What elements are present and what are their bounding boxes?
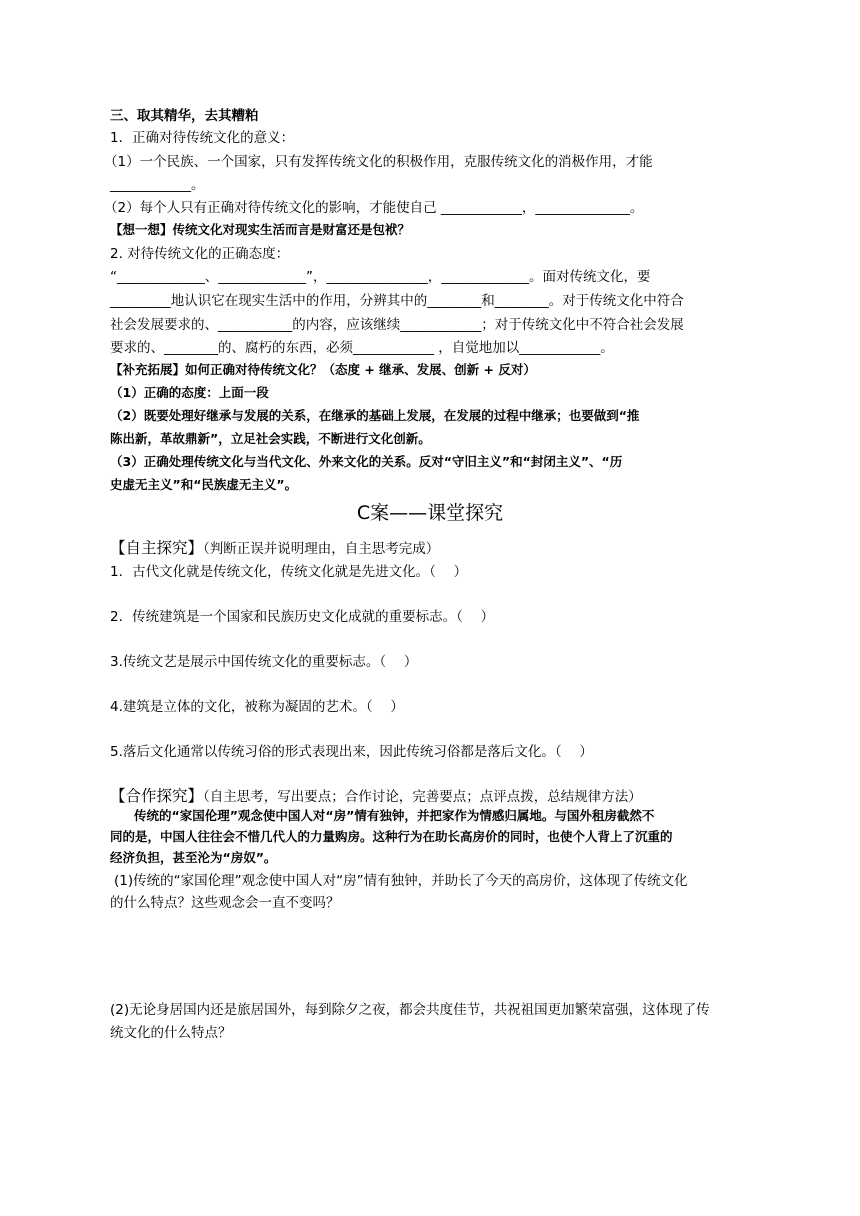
question-2-line-3: 社会发展要求的、___________的内容，应该继续____________；对于传统文化中不符合社会发展 [110, 317, 684, 333]
judgement-item-5: 5.落后文化通常以传统习俗的形式表现出来，因此传统习俗都是落后文化。（ ） [110, 744, 593, 760]
section-heading: 三、取其精华，去其糟粕 [110, 108, 259, 124]
extension-point-2-line-b: 陈出新，革故鼎新”，立足社会实践，不断进行文化创新。 [110, 431, 431, 446]
passage-line-3: 经济负担，甚至沦为“房奴”。 [110, 850, 277, 865]
question-2-line-4: 要求的、________的、腐朽的东西，必须____________ ，自觉地加以____________。 [110, 340, 614, 356]
cooperative-question-1-line-b: 的什么特点？这些观念会一直不变吗？ [110, 895, 340, 911]
judgement-item-2: 2．传统建筑是一个国家和民族历史文化成就的重要标志。（ ） [110, 609, 495, 625]
question-2-line-1: “_____________、_____________”，_______________，_____________。面对传统文化，要 [110, 269, 651, 285]
cooperative-question-1-line-a: (1)传统的“家国伦理”观念使中国人对“房”情有独钟，并助长了今天的高房价，这体现了传统文化 [114, 873, 688, 889]
think-prompt: 【想一想】传统文化对现实生活而言是财富还是包袱？ [110, 222, 411, 237]
question-2-line-2: _________地认识它在现实生活中的作用，分辨其中的________和________。对于传统文化中符合 [110, 293, 684, 309]
passage-line-2: 同的是，中国人往往会不惜几代人的力量购房。这种行为在助长高房价的同时，也使个人背上了沉重的 [110, 829, 673, 844]
cooperative-header [110, 786, 642, 807]
judgement-item-4: 4.建筑是立体的文化，被称为凝固的艺术。（ ） [110, 699, 404, 715]
question-2-title: 2. 对待传统文化的正确态度： [110, 246, 290, 262]
cooperative-question-2-line-a: (2)无论身居国内还是旅居国外，每到除夕之夜，都会共度佳节，共祝祖国更加繁荣富强，这体现了传 [110, 1002, 710, 1018]
section-title: C案——课堂探究 [356, 502, 504, 524]
cooperative-question-2-line-b: 统文化的什么特点？ [110, 1025, 232, 1041]
self-study-header [110, 538, 439, 559]
question-1-1-line-a: （1）一个民族、一个国家，只有发挥传统文化的积极作用，克服传统文化的消极作用，才能 [104, 154, 653, 170]
judgement-item-1: 1．古代文化就是传统文化，传统文化就是先进文化。（ ） [110, 564, 468, 580]
cooperative-label: 【合作探究】 [110, 787, 204, 805]
judgement-item-3: 3.传统文艺是展示中国传统文化的重要标志。（ ） [110, 654, 418, 670]
self-study-note: （判断正误并说明理由，自主思考完成） [203, 541, 440, 557]
self-study-label: 【自主探究】 [110, 539, 204, 557]
extension-point-1: （1）正确的态度：上面一段 [110, 385, 269, 400]
extension-point-3-line-a: （3）正确处理传统文化与当代文化、外来文化的关系。反对“守旧主义”和“封闭主义”、“历 [110, 454, 623, 469]
passage-line-1: 传统的“家国伦理”观念使中国人对“房”情有独钟，并把家作为情感归属地。与国外租房截然不 [134, 808, 655, 823]
question-1-2: （2）每个人只有正确对待传统文化的影响，才能使自己 ____________，______________。 [104, 200, 644, 216]
question-1-title: 1．正确对待传统文化的意义： [110, 130, 295, 146]
question-1-1-line-b: ____________。 [110, 177, 205, 193]
extension-title: 【补充拓展】如何正确对待传统文化？（态度 + 继承、发展、创新 + 反对） [110, 362, 536, 377]
cooperative-note: （自主思考，写出要点；合作讨论，完善要点；点评点拨，总结规律方法） [203, 789, 642, 805]
extension-point-3-line-b: 史虚无主义”和“民族虚无主义”。 [110, 477, 298, 492]
extension-point-2-line-a: （2）既要处理好继承与发展的关系，在继承的基础上发展，在发展的过程中继承；也要做到“推 [110, 408, 640, 423]
